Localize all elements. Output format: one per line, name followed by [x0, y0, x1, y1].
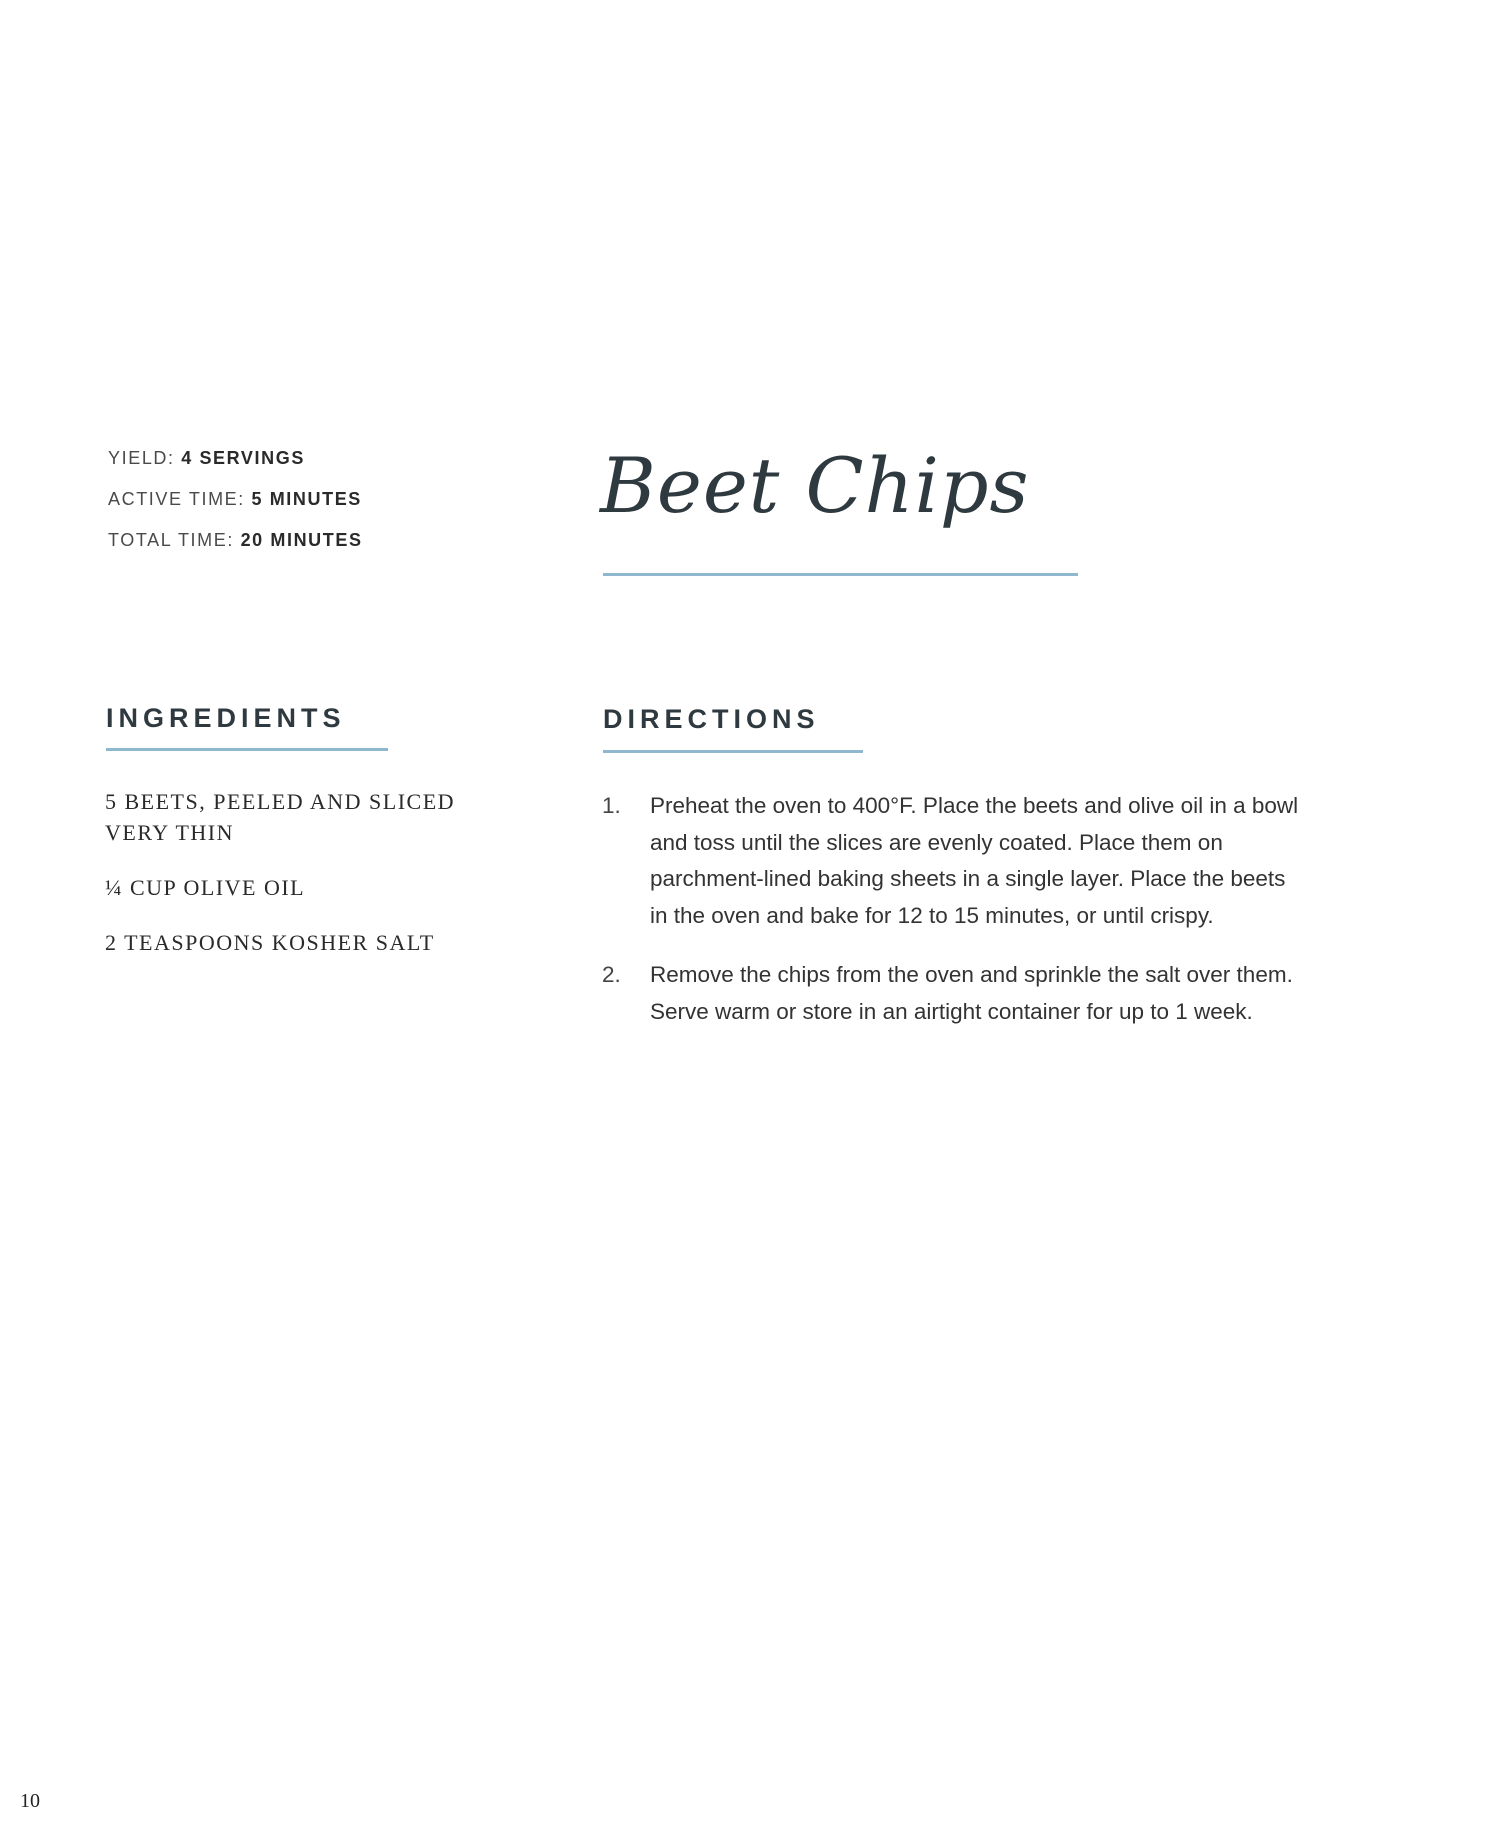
ingredients-list — [105, 786, 485, 982]
active-time-label: ACTIVE TIME: — [108, 489, 245, 509]
yield-value: 4 SERVINGS — [181, 448, 305, 468]
page-number: 10 — [20, 1790, 40, 1812]
step-text: Remove the chips from the oven and sprinkle the salt over them. Serve warm or store in an airtight container for up to 1 week. — [650, 962, 1293, 1024]
direction-step — [602, 788, 1302, 934]
ingredients-heading: INGREDIENTS — [106, 703, 346, 733]
title-underline — [603, 573, 1078, 576]
yield-row — [108, 446, 363, 487]
ingredient-item: 5 BEETS, PEELED AND SLICED VERY THIN — [105, 789, 456, 845]
step-number: 2. — [602, 962, 621, 987]
total-time-row — [108, 528, 363, 569]
total-time-value: 20 MINUTES — [240, 530, 363, 550]
directions-list — [602, 788, 1302, 1053]
yield-label: YIELD: — [108, 448, 175, 468]
recipe-title: Beet Chips — [600, 441, 1030, 530]
step-text: Preheat the oven to 400°F. Place the beets and olive oil in a bowl and toss until the slices are evenly coated. Place them on parchment-lined baking sheets in a single layer. Place the beets in the oven and bake for 12 to 15 minutes, or until crispy. — [650, 793, 1299, 928]
ingredient-item: 2 TEASPOONS KOSHER SALT — [105, 930, 435, 955]
total-time-label: TOTAL TIME: — [108, 530, 234, 550]
ingredient-item: ¼ CUP OLIVE OIL — [105, 875, 306, 900]
active-time-value: 5 MINUTES — [251, 489, 362, 509]
step-number: 1. — [602, 793, 621, 818]
ingredients-underline — [106, 748, 388, 751]
directions-underline — [603, 750, 863, 753]
recipe-meta — [108, 446, 363, 569]
active-time-row — [108, 487, 363, 528]
directions-heading: DIRECTIONS — [603, 704, 820, 734]
direction-step — [602, 957, 1302, 1030]
